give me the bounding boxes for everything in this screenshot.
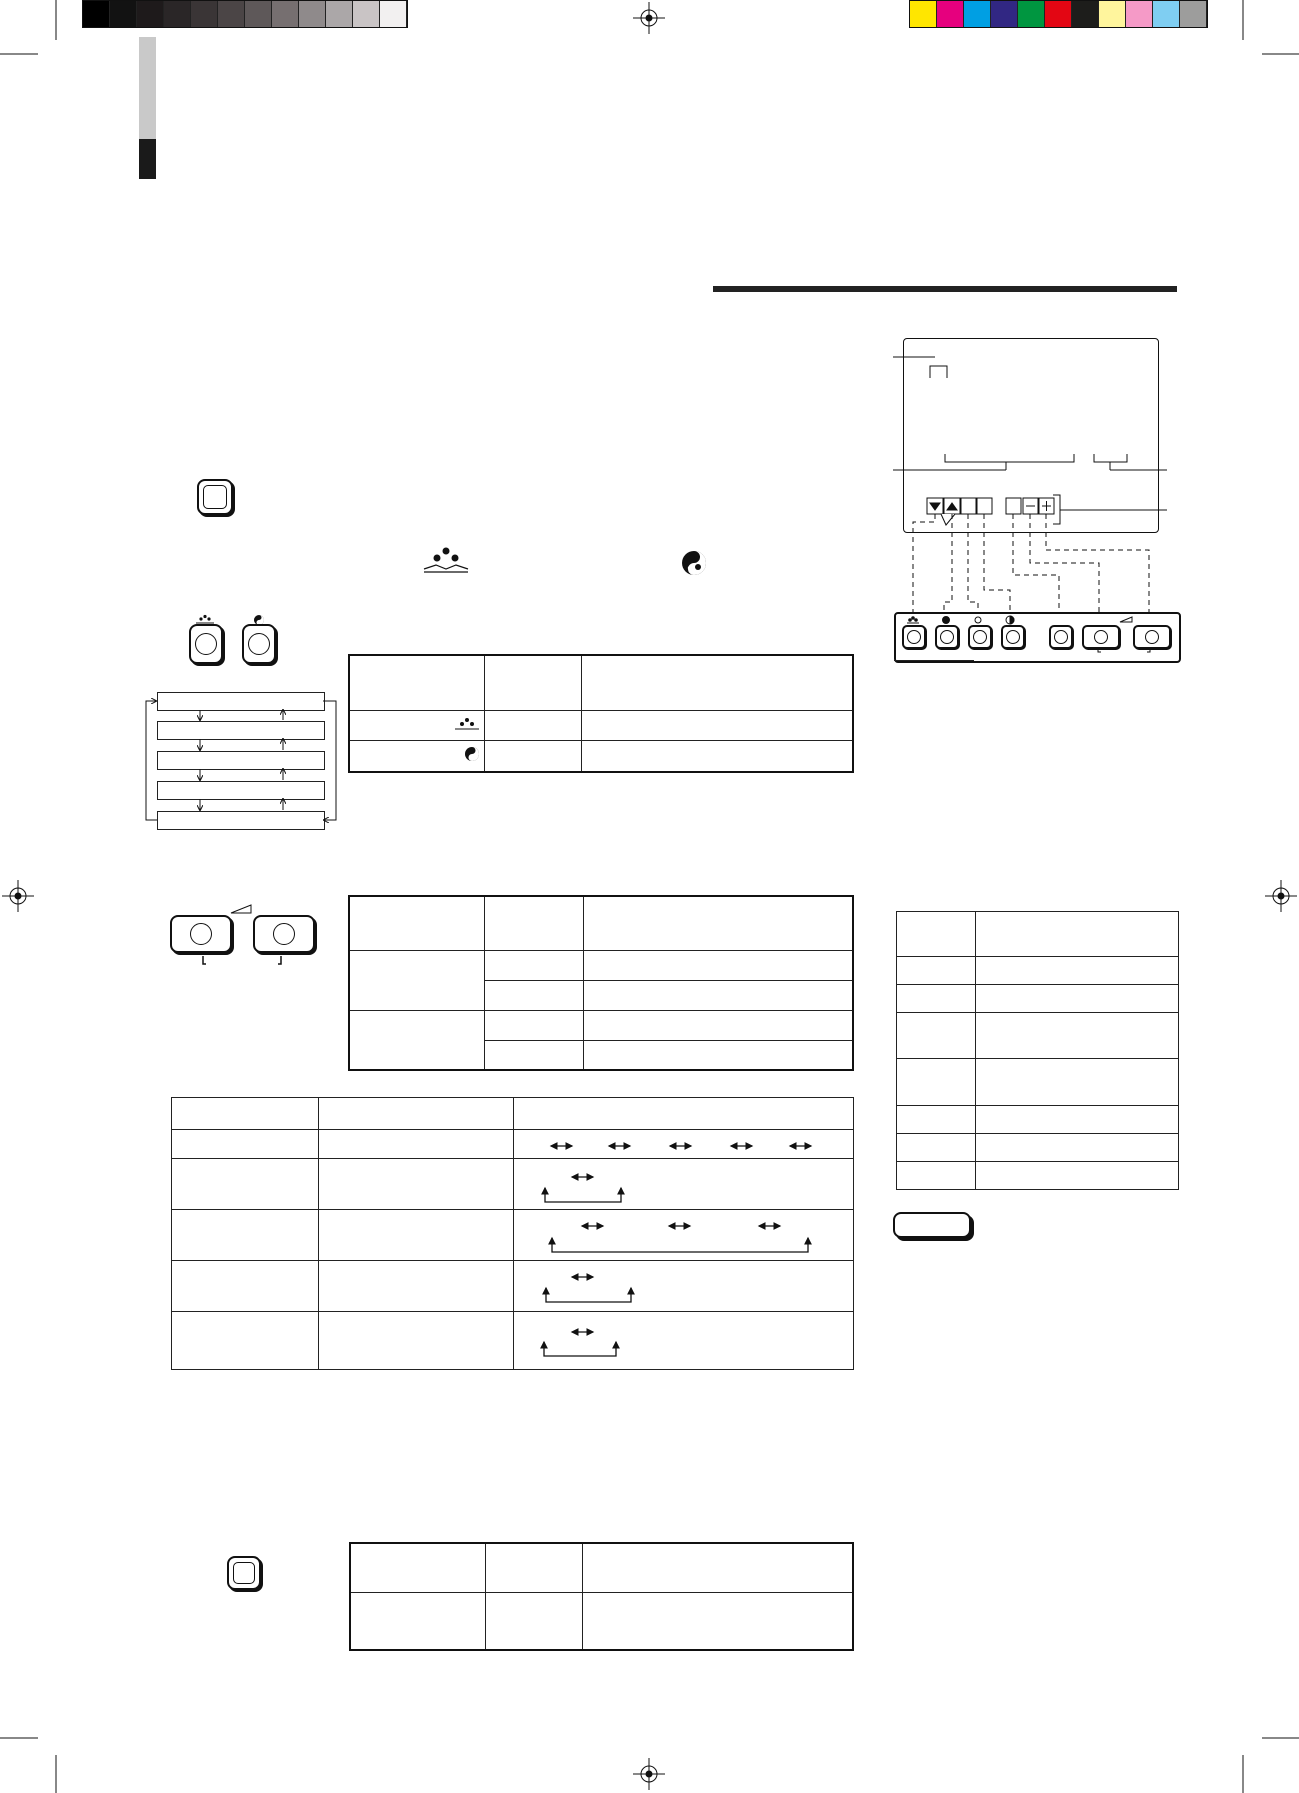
note-badge (893, 1212, 971, 1238)
osd-reference-table (896, 911, 1179, 1190)
